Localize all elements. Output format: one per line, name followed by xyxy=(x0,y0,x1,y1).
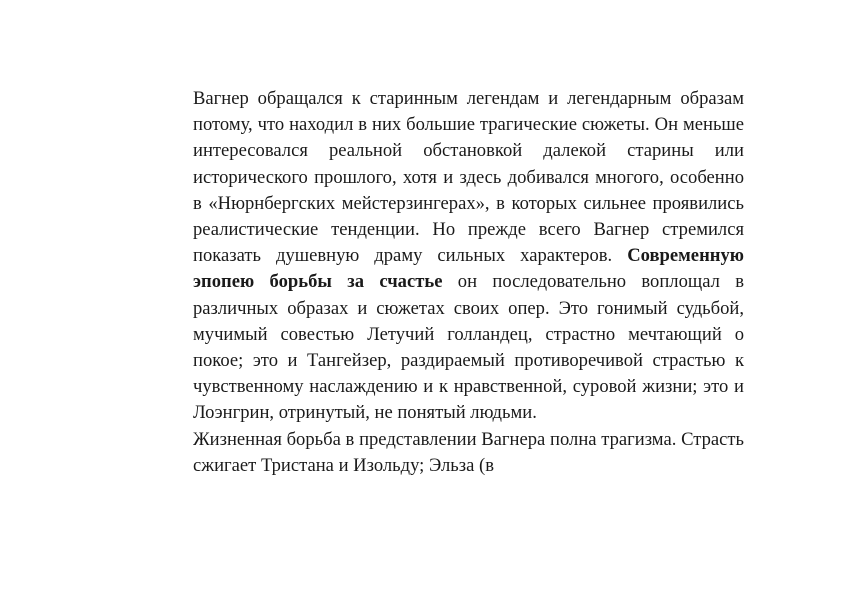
paragraph-2: Жизненная борьба в представлении Вагнера полна трагизма. Страсть сжигает Тристана и Изольду; Эльза (в xyxy=(193,428,744,476)
paragraph-1 xyxy=(193,86,744,427)
bold-phrase: Современную эпопею борьбы за счастье xyxy=(193,245,744,293)
document-text xyxy=(193,86,744,479)
paragraph-1-text-end: он последовательно воплощал в различных образах и сюжетах своих опер. Это гонимый судьбой, мучимый совестью Летучий голландец, страстно мечтающий о покое; это и Тангейзер, раздираемый противоречивой страстью к чувственному наслаждению и к нравственной, суровой жизни; это и Лоэнгрин, отринутый, не понятый людьми. xyxy=(193,271,745,424)
paragraph-1-text-start: Вагнер обращался к старинным легендам и легендарным образам потому, что находил в них большие трагические сюжеты. Он меньше интересовался реальной обстановкой далекой старины или исторического прошлого, хотя и здесь добивался многого, особенно в «Нюрнбергских мейстерзингерах», в которых сильнее проявились реалистические тенденции. Но прежде всего Вагнер стремился показать душевную драму сильных характеров. xyxy=(193,88,744,267)
